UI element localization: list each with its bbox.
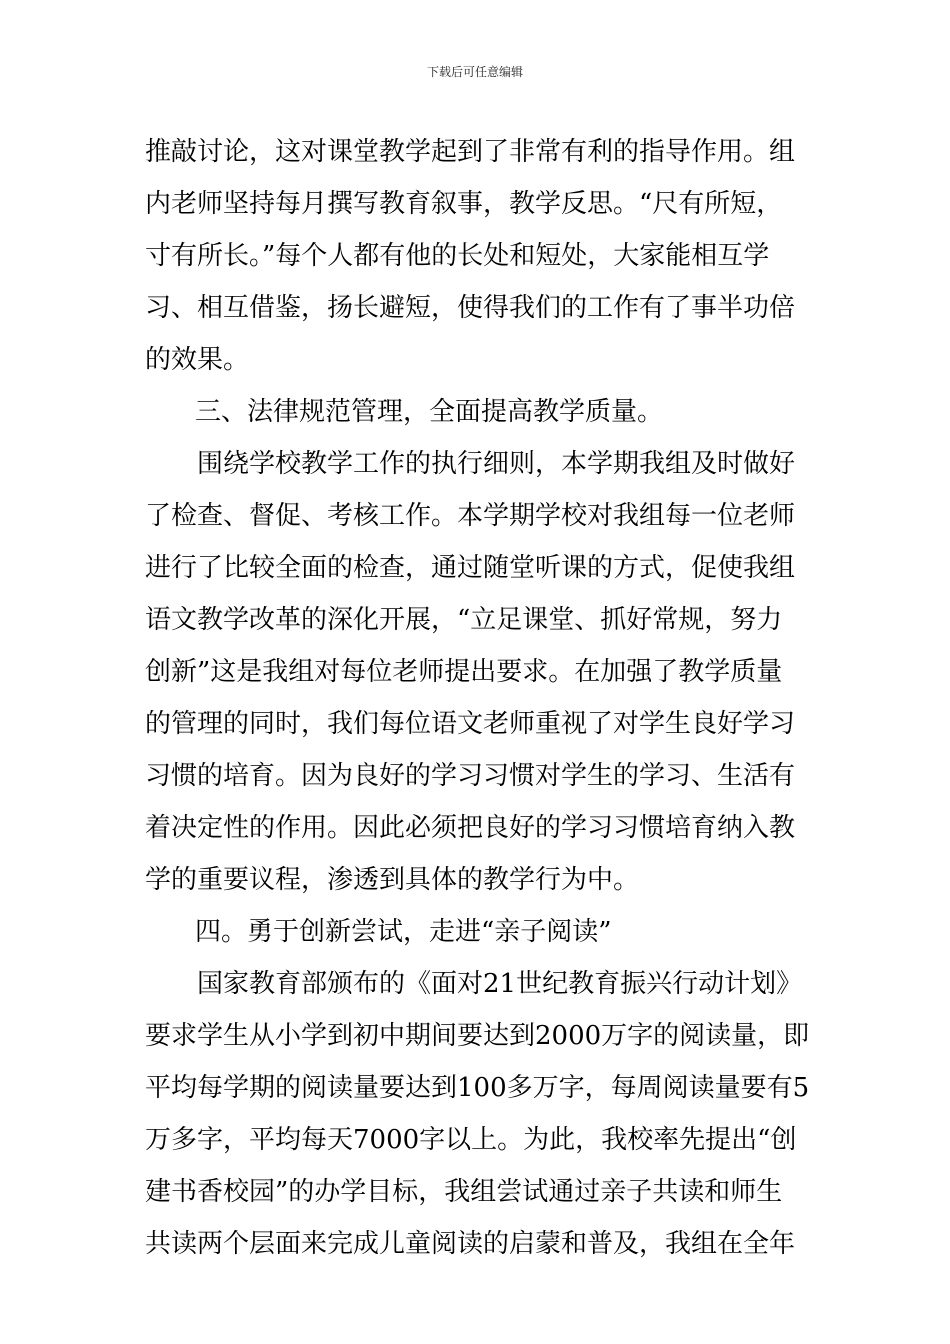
body-line: 学的重要议程，渗透到具体的教学行为中。 [145,865,640,895]
body-line: 进行了比较全面的检查，通过随堂听课的方式，促使我组 [145,553,796,583]
section-heading-3: 三、法律规范管理，全面提高教学质量。 [195,397,664,427]
body-line: 的管理的同时，我们每位语文老师重视了对学生良好学习 [145,709,796,739]
body-line: 建书香校园”的办学目标，我组尝试通过亲子共读和师生 [145,1177,783,1207]
document-body [145,126,815,1270]
body-line: 要求学生从小学到初中期间要达到2000万字的阅读量，即 [145,1021,810,1051]
body-line: 内老师坚持每月撰写教育叙事，教学反思。“尺有所短， [145,189,783,219]
body-line: 国家教育部颁布的《面对21世纪教育振兴行动计划》 [197,969,803,999]
body-line: 推敲讨论，这对课堂教学起到了非常有利的指导作用。组 [145,137,796,167]
body-line: 创新”这是我组对每位老师提出要求。在加强了教学质量 [145,657,783,687]
body-line: 习、相互借鉴，扬长避短，使得我们的工作有了事半功倍 [145,293,796,323]
body-line: 着决定性的作用。因此必须把良好的学习习惯培育纳入教 [145,813,796,843]
body-line: 的效果。 [145,345,250,375]
body-line: 寸有所长。”每个人都有他的长处和短处，大家能相互学 [145,241,770,271]
body-line: 万多字，平均每天7000字以上。为此，我校率先提出“创 [145,1125,797,1155]
section-heading-4: 四。勇于创新尝试，走进“亲子阅读” [195,917,612,947]
body-line: 了检查、督促、考核工作。本学期学校对我组每一位老师 [145,501,796,531]
body-line: 共读两个层面来完成儿童阅读的启蒙和普及，我组在全年 [145,1229,796,1259]
body-line: 平均每学期的阅读量要达到100多万字，每周阅读量要有5 [145,1073,810,1103]
body-line: 习惯的培育。因为良好的学习习惯对学生的学习、生活有 [145,761,796,791]
body-line: 语文教学改革的深化开展，“立足课堂、抓好常规，努力 [145,605,783,635]
page-header-note: 下载后可任意编辑 [426,65,523,79]
body-line: 围绕学校教学工作的执行细则，本学期我组及时做好 [197,449,796,479]
